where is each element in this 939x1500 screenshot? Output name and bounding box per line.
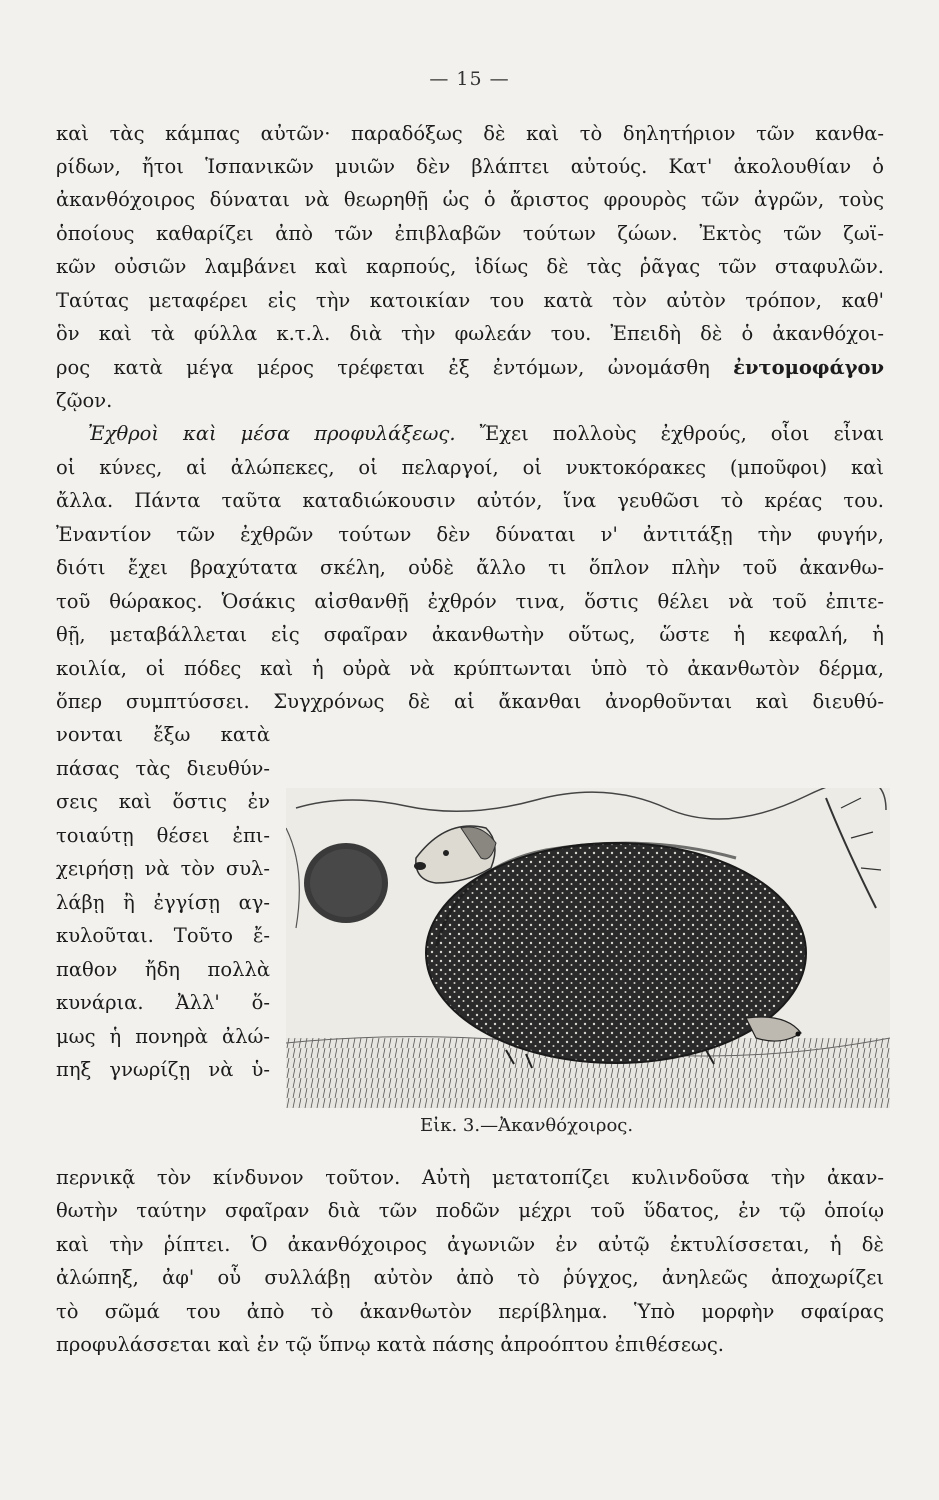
- text-line: καὶ τὰς κάμπας αὐτῶν· παραδόξως δὲ καὶ τὸ δηλητήριον τῶν κανθα-: [56, 122, 884, 145]
- text-line: ἀλώπηξ, ἀφ' οὗ συλλάβῃ αὐτὸν ἀπὸ τὸ ῥύγχος, ἀνηλεῶς ἀποχωρίζει: [56, 1266, 884, 1289]
- side-text-line: σεις καὶ ὅστις ἐν: [56, 790, 270, 813]
- page-number: — 15 —: [429, 68, 510, 90]
- text-line: ρίδων, ἤτοι Ἱσπανικῶν μυιῶν δὲν βλάπτει αὐτούς. Κατ' ἀκολουθίαν ὁ: [56, 155, 884, 178]
- text-line: καὶ τὴν ῥίπτει. Ὁ ἀκανθόχοιρος ἀγωνιῶν ἐν αὐτῷ ἐκτυλίσσεται, ἡ δὲ: [56, 1233, 884, 1256]
- text-line: τὸ σῶμά του ἀπὸ τὸ ἀκανθωτὸν περίβλημα. Ὑπὸ μορφὴν σφαίρας: [56, 1300, 884, 1323]
- side-text-line: μως ἡ πονηρὰ ἀλώ-: [56, 1025, 270, 1048]
- text-line: οἱ κύνες, αἱ ἀλώπεκες, οἱ πελαργοί, οἱ νυκτοκόρακες (μποῦφοι) καὶ: [56, 456, 884, 479]
- text-line: διότι ἔχει βραχύτατα σκέλη, οὐδὲ ἄλλο τι ὅπλον πλὴν τοῦ ἀκανθω-: [56, 556, 884, 579]
- text-line: τοῦ θώρακος. Ὁσάκις αἰσθανθῇ ἐχθρόν τινα, ὅστις θέλει νὰ τοῦ ἐπιτε-: [56, 590, 884, 613]
- side-text-line: νονται ἔξω κατὰ: [56, 723, 270, 746]
- side-text-line: τοιαύτῃ θέσει ἐπι-: [56, 824, 270, 847]
- text-segment: Ἔχει πολλοὺς ἐχθρούς, οἷοι εἶναι: [479, 422, 884, 445]
- text-line: κοιλία, οἱ πόδες καὶ ἡ οὐρὰ νὰ κρύπτωνται ὑπὸ τὸ ἀκανθωτὸν δέρμα,: [56, 657, 884, 680]
- hedgehog-illustration: [286, 788, 890, 1108]
- side-text-line: πηξ γνωρίζῃ νὰ ὑ-: [56, 1058, 270, 1081]
- text-line: [56, 352, 884, 384]
- text-line: περνικᾷ τὸν κίνδυνον τοῦτον. Αὐτὴ μετατοπίζει κυλινδοῦσα τὴν ἀκαν-: [56, 1166, 884, 1189]
- side-text-line: πάσας τὰς διευθύν-: [56, 757, 270, 780]
- side-text-line: κυνάρια. Ἀλλ' ὅ-: [56, 991, 270, 1014]
- figure-caption: Εἰκ. 3.—Ἀκανθόχοιρος.: [420, 1115, 634, 1136]
- text-segment: ρος κατὰ μέγα μέρος τρέφεται ἐξ ἐντόμων, ὠνομάσθη: [56, 356, 710, 379]
- text-line: Ἐναντίον τῶν ἐχθρῶν τούτων δὲν δύναται ν' ἀντιτάξῃ τὴν φυγήν,: [56, 523, 884, 546]
- side-text-line: κυλοῦται. Τοῦτο ἔ-: [56, 924, 270, 947]
- text-line: θῇ, μεταβάλλεται εἰς σφαῖραν ἀκανθωτὴν οὕτως, ὥστε ἡ κεφαλή, ἡ: [56, 623, 884, 646]
- section-heading-line: [56, 418, 884, 450]
- text-line: προφυλάσσεται καὶ ἐν τῷ ὕπνῳ κατὰ πάσης ἀπροόπτου ἐπιθέσεως.: [56, 1333, 724, 1356]
- text-line: ὅπερ συμπτύσσει. Συγχρόνως δὲ αἱ ἄκανθαι ἀνορθοῦνται καὶ διευθύ-: [56, 690, 884, 713]
- text-line: κῶν οὐσιῶν λαμβάνει καὶ καρπούς, ἰδίως δὲ τὰς ῥᾶγας τῶν σταφυλῶν.: [56, 255, 884, 278]
- italic-heading: Ἐχθροὶ καὶ μέσα προφυλάξεως.: [88, 422, 456, 445]
- side-text-line: χειρήσῃ νὰ τὸν συλ-: [56, 857, 270, 880]
- text-line: ὃν καὶ τὰ φύλλα κ.τ.λ. διὰ τὴν φωλεάν του. Ἐπειδὴ δὲ ὁ ἀκανθόχοι-: [56, 322, 884, 345]
- text-line: Ταύτας μεταφέρει εἰς τὴν κατοικίαν του κατὰ τὸν αὐτὸν τρόπον, καθ': [56, 289, 884, 312]
- bold-term: ἐντομοφάγον: [733, 356, 884, 379]
- text-line: ζῷον.: [56, 389, 113, 412]
- text-line: ἄλλα. Πάντα ταῦτα καταδιώκουσιν αὐτόν, ἵνα γευθῶσι τὸ κρέας του.: [56, 489, 884, 512]
- side-text-line: λάβῃ ἢ ἐγγίσῃ αγ-: [56, 891, 270, 914]
- text-line: θωτὴν ταύτην σφαῖραν διὰ τῶν ποδῶν μέχρι τοῦ ὕδατος, ἐν τῷ ὁποίῳ: [56, 1199, 884, 1222]
- text-line: ἀκανθόχοιρος δύναται νὰ θεωρηθῇ ὡς ὁ ἄριστος φρουρὸς τῶν ἀγρῶν, τοὺς: [56, 188, 884, 211]
- side-text-line: παθον ἤδη πολλὰ: [56, 958, 270, 981]
- text-line: ὁποίους καθαρίζει ἀπὸ τῶν ἐπιβλαβῶν τούτων ζώων. Ἐκτὸς τῶν ζωϊ-: [56, 222, 884, 245]
